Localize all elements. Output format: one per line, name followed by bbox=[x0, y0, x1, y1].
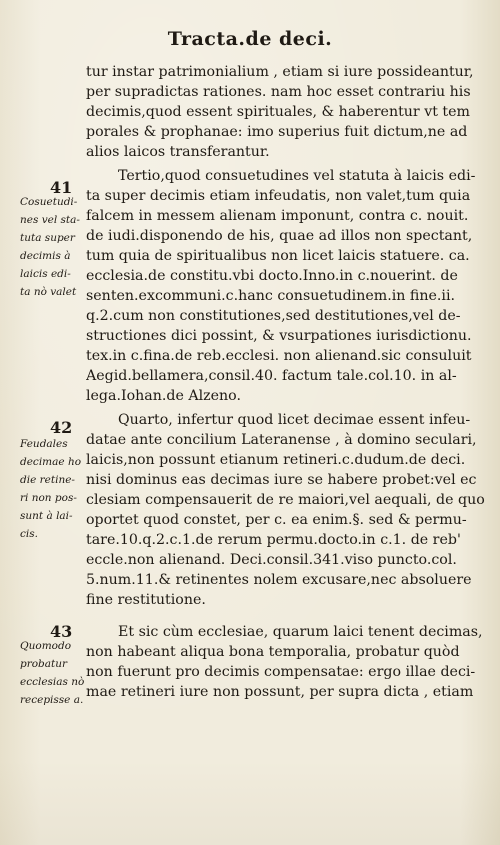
text-line: tum quia de spiritualibus non licet laicis statuere. ca. bbox=[86, 248, 470, 264]
text-line: senten.excommuni.c.hanc consuetudinem.in fine.ii. bbox=[86, 288, 455, 304]
margin-note: die retine- bbox=[20, 474, 75, 486]
text-line: oportet quod constet, per c. ea enim.§. sed & permu- bbox=[86, 512, 467, 528]
text-line: Et sic cùm ecclesiae, quarum laici tenent decimas, bbox=[118, 624, 483, 640]
text-line: structiones dici possint, & vsurpationes iurisdictionu. bbox=[86, 328, 472, 344]
margin-note: ta nò valet bbox=[20, 286, 77, 298]
margin-note: laicis edi- bbox=[20, 268, 71, 280]
text-line: tur instar patrimonialium , etiam si iure possideantur, bbox=[86, 64, 474, 80]
text-line: tare.10.q.2.c.1.de rerum permu.docto.in c.1. de reb' bbox=[86, 532, 461, 548]
text-line: decimis,quod essent spirituales, & haberentur vt tem bbox=[86, 104, 470, 120]
text-line: datae ante concilium Lateranense , à domino seculari, bbox=[86, 432, 477, 448]
text-line: q.2.cum non constitutiones,sed destitutiones,vel de- bbox=[86, 308, 461, 324]
text-line: per supradictas rationes. nam hoc esset contrariu his bbox=[86, 84, 471, 100]
section-number: 41 bbox=[50, 178, 73, 197]
text-line: eccle.non alienand. Deci.consil.341.viso puncto.col. bbox=[86, 552, 457, 568]
margin-note: nes vel sta- bbox=[20, 214, 80, 226]
margin-note: decimis à bbox=[20, 250, 71, 262]
margin-note: ecclesias nò bbox=[20, 676, 85, 688]
text-line: ecclesia.de constitu.vbi docto.Inno.in c.nouerint. de bbox=[86, 268, 458, 284]
margin-note: recepisse a. bbox=[20, 694, 84, 706]
margin-note: Feudales bbox=[20, 438, 68, 450]
running-header: Tracta.de deci. bbox=[167, 28, 333, 50]
margin-note: decimae ho bbox=[20, 456, 82, 468]
margin-note: probatur bbox=[20, 658, 68, 670]
text-line: clesiam compensauerit de re maiori,vel aequali, de quo bbox=[86, 492, 485, 508]
text-line: porales & prophanae: imo superius fuit dictum,ne ad bbox=[86, 124, 468, 140]
section-number: 43 bbox=[50, 622, 73, 641]
text-line: falcem in messem alienam imponunt, contra c. nouit. bbox=[86, 208, 469, 224]
margin-note: Cosuetudi- bbox=[20, 196, 78, 208]
text-line: 5.num.11.& retinentes nolem excusare,nec absoluere bbox=[86, 572, 472, 588]
margin-note: sunt à lai- bbox=[20, 510, 73, 522]
margin-note: tuta super bbox=[20, 232, 75, 244]
margin-note: ri non pos- bbox=[20, 492, 77, 504]
text-line: nisi dominus eas decimas iure se habere probet:vel ec bbox=[86, 472, 477, 488]
text-line: lega.Iohan.de Alzeno. bbox=[86, 388, 241, 404]
text-line: tex.in c.fina.de reb.ecclesi. non alienand.sic consuluit bbox=[86, 348, 472, 364]
margin-note: Quomodo bbox=[20, 640, 72, 652]
text-line: fine restitutione. bbox=[86, 592, 206, 608]
text-line: Tertio,quod consuetudines vel statuta à laicis edi- bbox=[118, 168, 476, 184]
text-line: non fuerunt pro decimis compensatae: ergo illae deci- bbox=[86, 664, 476, 680]
margin-note: cis. bbox=[20, 528, 38, 540]
section-number: 42 bbox=[50, 418, 73, 437]
text-line: mae retineri iure non possunt, per supra dicta , etiam bbox=[86, 684, 474, 700]
text-line: de iudi.disponendo de his, quae ad illos non spectant, bbox=[86, 228, 473, 244]
page-foot-shade bbox=[0, 760, 500, 845]
text-line: Aegid.bellamera,consil.40. factum tale.col.10. in al- bbox=[86, 368, 457, 384]
text-line: alios laicos transferantur. bbox=[86, 144, 270, 160]
text-line: laicis,non possunt etianum retineri.c.dudum.de deci. bbox=[86, 452, 466, 468]
text-line: non habeant aliqua bona temporalia, probatur quòd bbox=[86, 644, 460, 660]
text-line: Quarto, infertur quod licet decimae essent infeu- bbox=[118, 412, 471, 428]
text-line: ta super decimis etiam infeudatis, non valet,tum quia bbox=[86, 188, 471, 204]
